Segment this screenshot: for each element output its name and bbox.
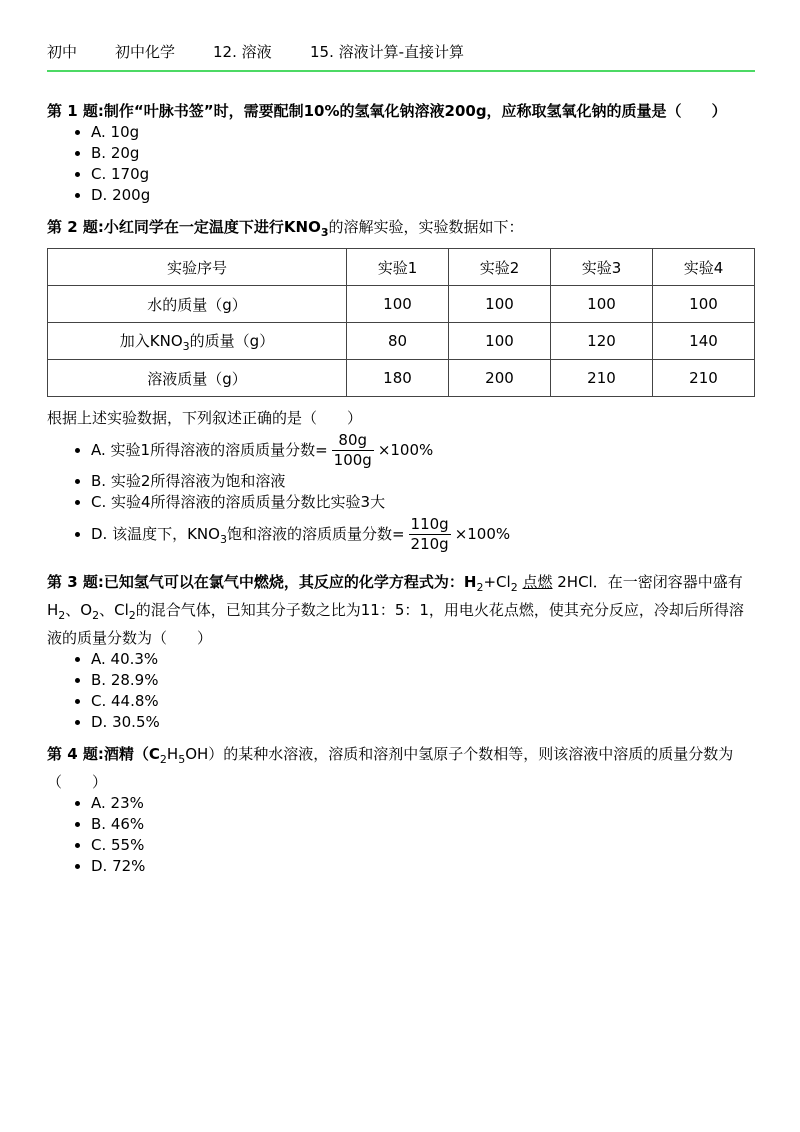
table-row [48,323,755,360]
question-1-stem: 第 1 题:制作“叶脉书签”时，需要配制10%的氢氧化钠溶液200g，应称取氢氧化钠的质量是（ ） [47,102,727,120]
question-1 [47,100,757,206]
row-label: 溶液质量（g） [48,360,347,397]
option-d[interactable]: • D. 200g [91,185,757,206]
option-b[interactable]: • B. 20g [91,143,757,164]
option-d[interactable]: • D. 该温度下，$KNO_3$饱和溶液的溶质质量分数= $\frac{110g}{210g}$ ×100% [91,513,757,561]
question-number: 第 4 题 [47,745,98,763]
fraction: $\frac{110g}{210g}$ [410,515,449,553]
breadcrumb-subject[interactable]: 初中化学 [115,43,176,61]
table-cell: 200 [449,360,551,397]
table-header: 实验1 [347,249,449,286]
fraction: $\frac{80g}{100g}$ [333,431,372,469]
table-cell: 140 [653,323,755,360]
question-number: 第 1 题 [47,102,98,120]
option-c[interactable]: • C. 170g [91,164,757,185]
question-number: 第 2 题 [47,218,98,236]
table-header-row [48,249,755,286]
table-cell: 210 [653,360,755,397]
question-2-stem: 第 2 题:小红同学在一定温度下进行$KNO_3$的溶解实验，实验数据如下： [47,218,524,239]
table-header: 实验4 [653,249,755,286]
table-row [48,286,755,323]
table-cell: 100 [449,286,551,323]
breadcrumb-chapter[interactable]: 12. 溶液 [213,43,272,61]
question-4 [47,743,757,877]
row-label: 加入$KNO_3$的质量（g） [48,323,347,360]
question-3-stem: 第 3 题:已知氢气可以在氯气中燃烧，其反应的化学方程式为：$H_2+Cl_2$ 点燃 2HCl．在一密闭容器中盛有$H_2$、$O_2$、$Cl_2$的混合气体，已知其分子数之比为11：5：1，用电火花点燃，使其充分反应，冷却后所得溶液的质量分数为（ ） [47,573,744,647]
question-2 [47,216,757,561]
table-cell: 80 [347,323,449,360]
table-cell: 100 [449,323,551,360]
option-b[interactable]: • B. 实验2所得溶液为饱和溶液 [91,471,757,492]
table-cell: 100 [347,286,449,323]
option-a[interactable]: • A. 实验1所得溶液的溶质质量分数= $\frac{80g}{100g}$ ×100% [91,429,757,471]
option-c[interactable]: • C. 55% [91,835,757,856]
table-header: 实验2 [449,249,551,286]
option-d[interactable]: • D. 72% [91,856,757,877]
table-cell: 210 [551,360,653,397]
question-4-options [47,793,757,877]
option-b[interactable]: • B. 28.9% [91,670,757,691]
question-text: 制作“叶脉书签”时，需要配制10%的氢氧化钠溶液200g，应称取氢氧化钠的质量是（ ） [103,102,727,120]
table-header: 实验3 [551,249,653,286]
question-4-stem: 第 4 题:酒精$(C_2H_5OH)$的某种水溶液，溶质和溶剂中氢原子个数相等，则该溶液中溶质的质量分数为（ ） [47,745,734,791]
table-cell: 120 [551,323,653,360]
table-header: 实验序号 [48,249,347,286]
question-3 [47,571,757,733]
option-d[interactable]: • D. 30.5% [91,712,757,733]
question-number: 第 3 题 [47,573,98,591]
breadcrumb [47,38,755,72]
question-2-options [47,429,757,561]
breadcrumb-level[interactable]: 初中 [47,43,78,61]
question-3-options [47,649,757,733]
option-a[interactable]: • A. 23% [91,793,757,814]
option-a[interactable]: • A. 40.3% [91,649,757,670]
reaction-condition: 点燃 [522,573,553,591]
question-2-prompt: 根据上述实验数据，下列叙述正确的是（ ） [47,409,363,427]
table-cell: 100 [551,286,653,323]
row-label: 水的质量（g） [48,286,347,323]
question-list [47,100,757,887]
question-1-options [47,122,757,206]
option-c[interactable]: • C. 44.8% [91,691,757,712]
table-cell: 100 [653,286,755,323]
option-c[interactable]: • C. 实验4所得溶液的溶质质量分数比实验3大 [91,492,757,513]
option-b[interactable]: • B. 46% [91,814,757,835]
table-cell: 180 [347,360,449,397]
table-row [48,360,755,397]
option-a[interactable]: • A. 10g [91,122,757,143]
breadcrumb-topic[interactable]: 15. 溶液计算-直接计算 [310,43,465,61]
experiment-table [47,248,755,397]
